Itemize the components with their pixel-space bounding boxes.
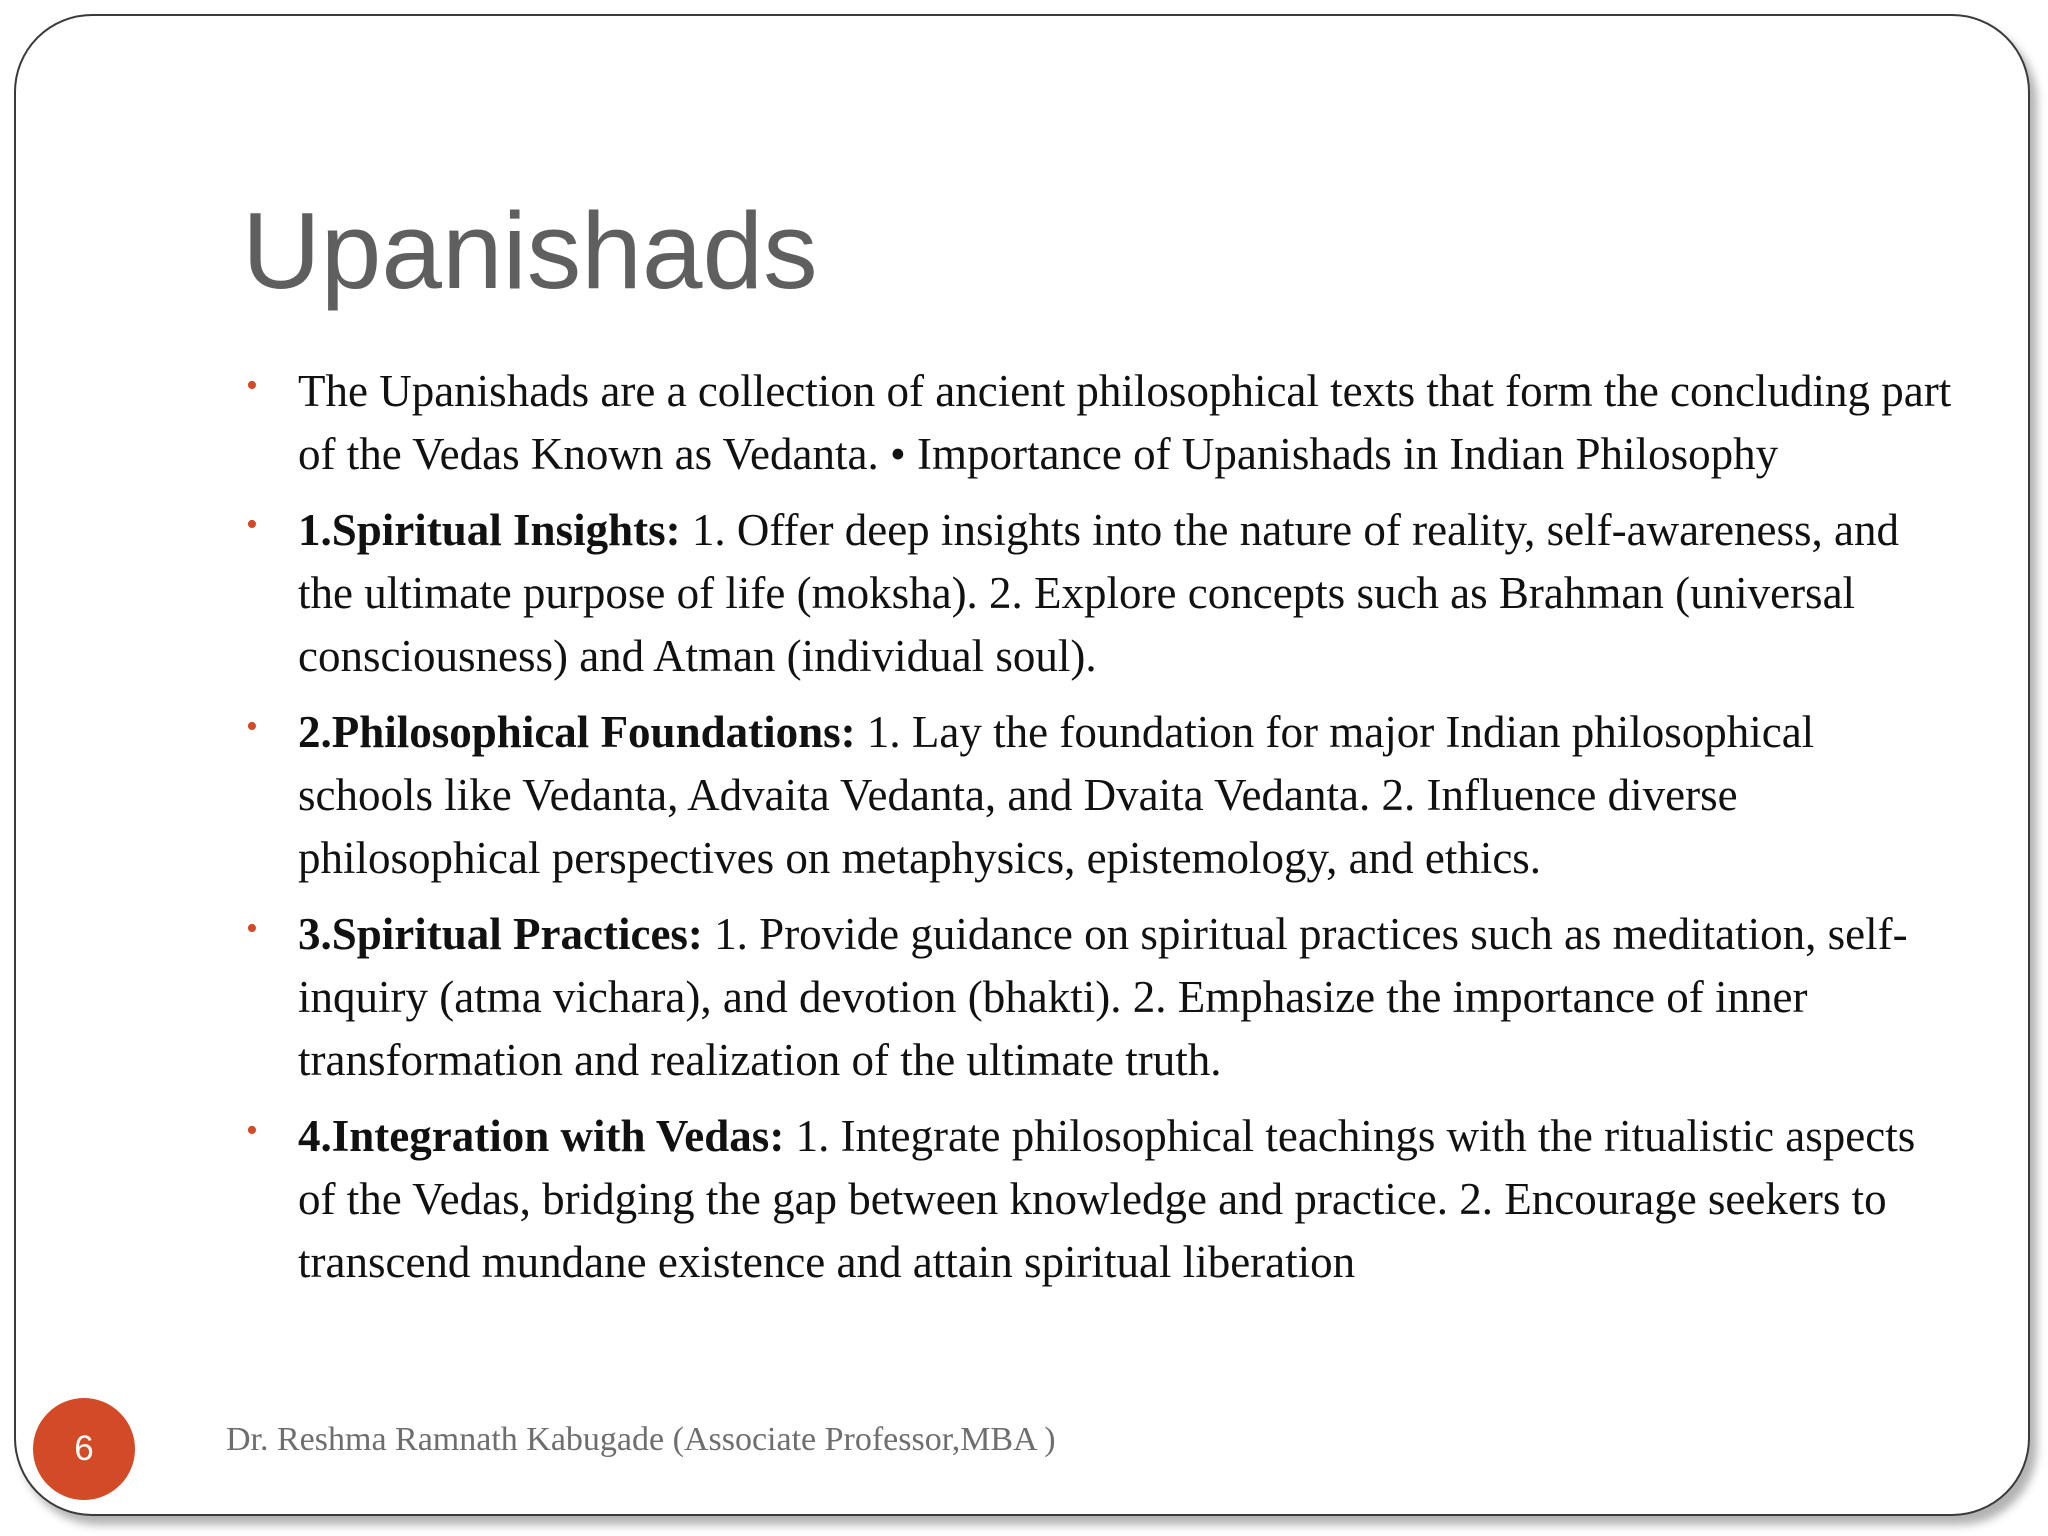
bullet-heading: 3.Spiritual Practices: [298,909,703,959]
bullet-text: 1. Integrate philosophical teachings with the ritualistic aspects of the Vedas, bridging the gap between knowledge and practice. 2. Encourage seekers to transcend mundane existence and attain spiritual liberation [298,1111,1916,1287]
bullet-item [242,903,1952,1092]
bullet-text: The Upanishads are a collection of ancient philosophical texts that form the concluding part of the Vedas Known as Vedanta. • Importance of Upanishads in Indian Philosophy [298,366,1952,479]
slide-title: Upanishads [242,190,818,312]
footer-text: Dr. Reshma Ramnath Kabugade (Associate Professor,MBA ) [226,1421,1056,1458]
bullet-list [242,360,1952,1307]
bullet-dot-icon: • [246,506,258,543]
bullet-dot-icon: • [246,367,258,404]
bullet-text: 1. Lay the foundation for major Indian philosophical schools like Vedanta, Advaita Vedanta, and Dvaita Vedanta. 2. Influence diverse philosophical perspectives on metaphysics, epistemology, and ethics. [298,707,1815,883]
bullet-item [242,1105,1952,1294]
bullet-item [242,360,1952,486]
slide-number-badge: 6 [33,1398,135,1500]
bullet-item [242,701,1952,890]
bullet-heading: 4.Integration with Vedas: [298,1111,785,1161]
bullet-dot-icon: • [246,910,258,947]
bullet-item [242,499,1952,688]
bullet-heading: 1.Spiritual Insights: [298,505,681,555]
bullet-heading: 2.Philosophical Foundations: [298,707,856,757]
bullet-dot-icon: • [246,1112,258,1149]
slide-frame [14,14,2030,1516]
bullet-dot-icon: • [246,708,258,745]
bullet-text: 1. Offer deep insights into the nature of reality, self-awareness, and the ultimate purpose of life (moksha). 2. Explore concepts such as Brahman (universal consciousness) and Atman (individual soul). [298,505,1899,681]
bullet-text: 1. Provide guidance on spiritual practices such as meditation, self-inquiry (atma vichara), and devotion (bhakti). 2. Emphasize the importance of inner transformation and realization of the ultimate truth. [298,909,1908,1085]
